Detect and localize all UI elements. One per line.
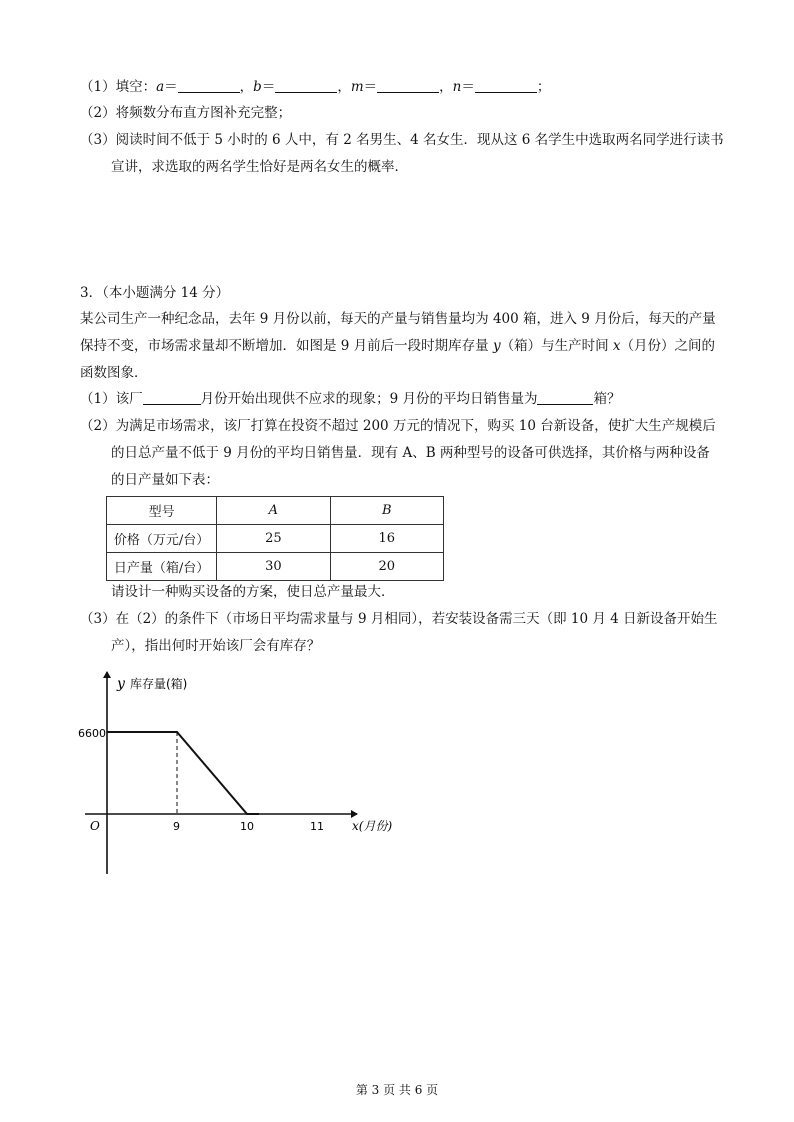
var-b: b [253,79,262,95]
separator: ， [439,79,453,95]
sub1-text: 月份开始出现供不应求的现象；9 月份的平均日销售量为 [200,391,538,407]
y-axis-label: 库存量(箱) [130,677,188,691]
x-tick-label: 9 [173,820,180,833]
q3-sub2-line1: （2）为满足市场需求，该厂打算在投资不超过 200 万元的情况下，购买 10 台新设备，使扩大生产规模后 [80,418,716,434]
page-footer: 第 3 页 共 6 页 [355,1083,439,1097]
var-x: x [612,338,621,354]
q3-header: 3．（本小题满分 14 分） [80,285,230,301]
table-header-cell: 型号 [107,497,217,525]
eq-sign: ＝ [164,79,178,95]
table-header-cell: A [217,497,330,525]
sub1-prefix: （1）填空： [80,79,157,95]
sub1-text: 箱？ [593,391,621,407]
q-prev-sub3-line1: （3）阅读时间不低于 5 小时的 6 人中，有 2 名男生、4 名女生．现从这 6 名学生中选取两名同学进行读书 [80,132,724,148]
y-axis-var: y [117,676,125,692]
end-mark: ； [536,79,551,95]
origin-label: O [90,819,100,833]
q3-sub2-line3: 的日产量如下表： [111,472,219,488]
var-y: y [492,338,501,354]
q3-sub2-line2: 的日总产量不低于 9 月份的平均日销售量．现有 A、B 两种型号的设备可供选择，其价格与两种设备 [111,445,710,461]
intro-text: （月份）之间的 [620,338,716,354]
table-header-cell: B [330,497,443,525]
q3-sub3-line1: （3）在（2）的条件下（市场日平均需求量与 9 月相同），若安装设备需三天（即 10 月 4 日新设备开始生 [80,611,718,627]
table-cell: 16 [330,525,443,553]
x-tick-label: 10 [240,820,254,833]
inventory-line [107,732,259,814]
q3-sub2-note: 请设计一种购买设备的方案，使日总产量最大． [111,584,395,600]
var-a: a [156,79,165,95]
table-cell: 价格（万元/台） [107,525,217,553]
q3-intro-line3: 函数图象． [80,365,148,381]
sub1-text: （1）该厂 [80,391,143,407]
separator: ， [337,79,351,95]
y-tick-label: 6600 [78,727,106,740]
q3-sub3-line2: 产），指出何时开始该厂会有库存？ [111,638,321,654]
eq-sign: ＝ [363,79,378,95]
separator: ， [239,79,254,95]
x-axis-label: x(月份) [352,819,393,833]
var-m: m [350,79,364,95]
intro-text: （箱）与生产时间 [500,338,613,354]
eq-sign: ＝ [461,79,475,95]
q3-intro-line1: 某公司生产一种纪念品，去年 9 月份以前，每天的产量与销售量均为 400 箱，进入 9 月份后，每天的产量 [80,311,716,327]
q-prev-sub3-line2: 宣讲，求选取的两名学生恰好是两名女生的概率． [111,159,408,175]
eq-sign: ＝ [261,79,276,95]
table-cell: 20 [330,553,443,581]
q-prev-sub2: （2）将频数分布直方图补充完整； [80,105,292,121]
table-cell: 日产量（箱/台） [107,553,217,581]
intro-text: 保持不变，市场需求量却不断增加．如图是 9 月前后一段时期库存量 [80,338,493,354]
table-cell: 25 [217,525,330,553]
var-n: n [452,79,462,95]
x-tick-label: 11 [310,820,324,833]
table-cell: 30 [217,553,330,581]
